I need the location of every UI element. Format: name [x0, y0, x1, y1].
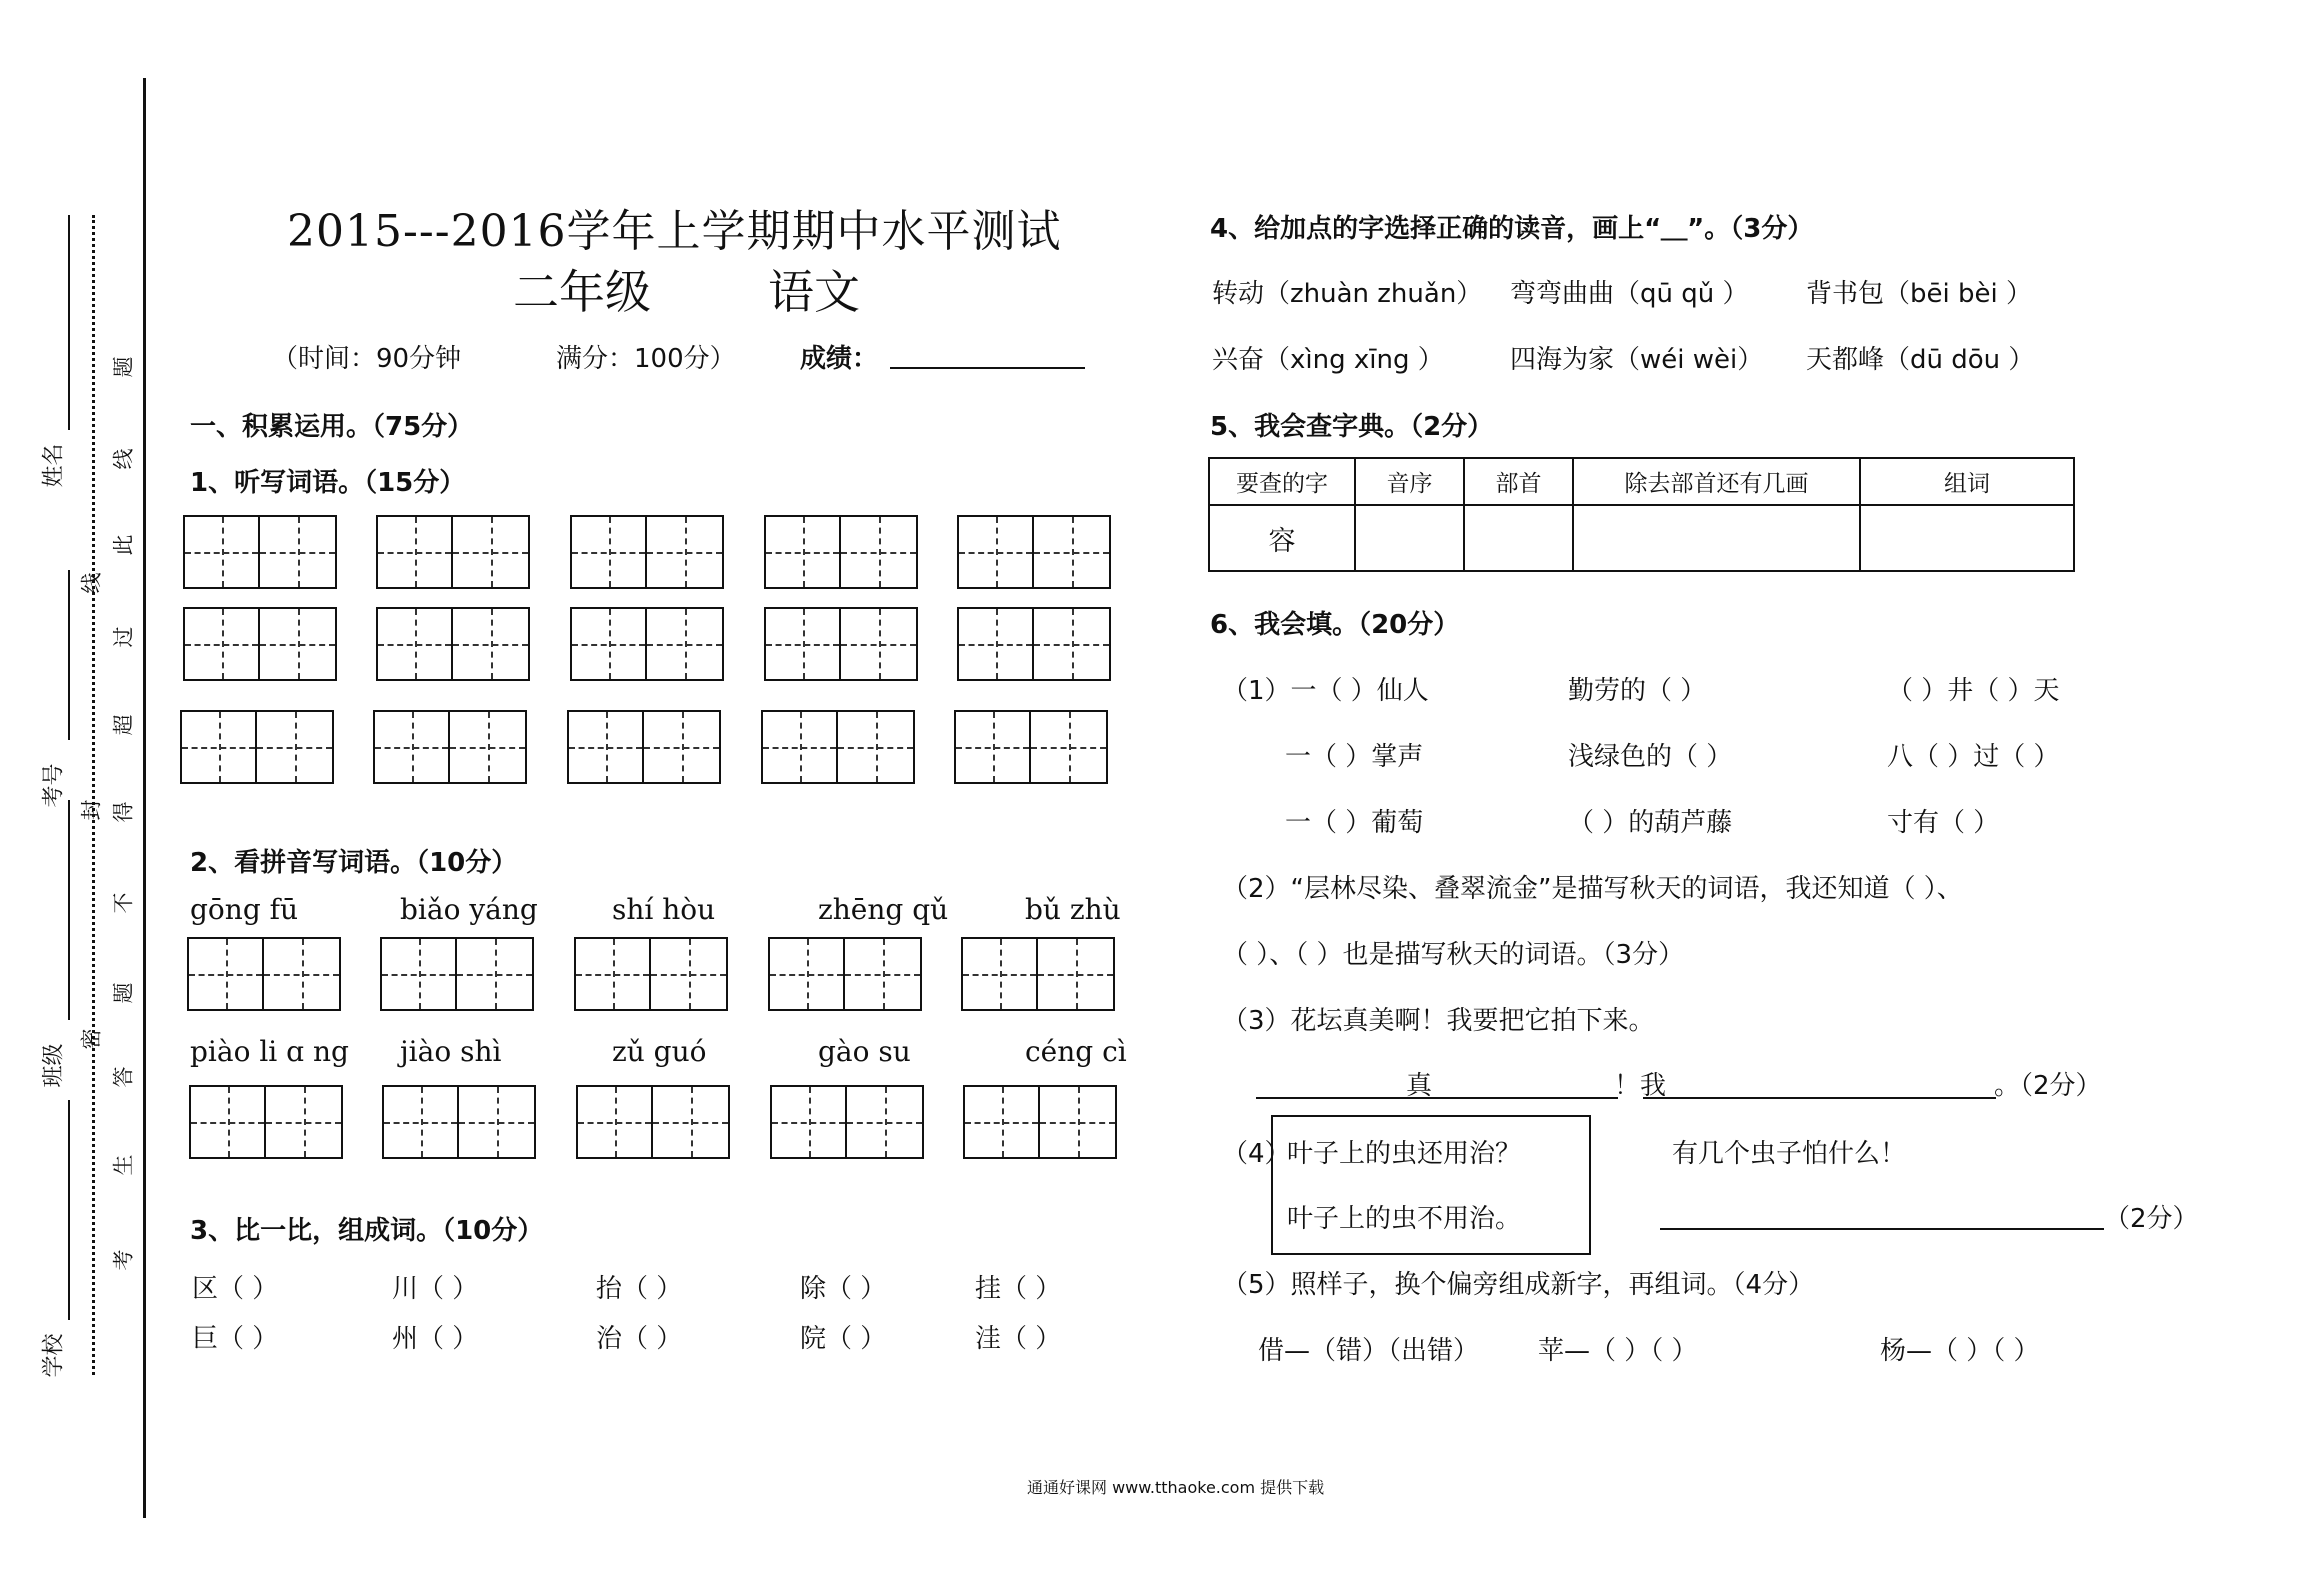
grade-label: 二年级 — [513, 265, 651, 319]
grid-cell[interactable] — [182, 712, 257, 782]
fill-item: 浅绿色的（ ） — [1568, 742, 1733, 772]
seal-char: 答 — [111, 1066, 136, 1088]
seal-char: 此 — [111, 534, 136, 556]
q6-5-prompt: （5）照样子，换个偏旁组成新字，再组词。（4分） — [1222, 1270, 1815, 1300]
grid-cell[interactable] — [1038, 939, 1113, 1009]
writing-grid[interactable] — [961, 937, 1115, 1011]
grid-cell[interactable] — [651, 939, 726, 1009]
name-label: 姓名 — [41, 443, 67, 488]
writing-grid[interactable] — [376, 515, 530, 589]
dict-header-words: 组词 — [1860, 458, 2074, 505]
time-info: （时间：90分钟 — [272, 344, 462, 374]
grid-cell[interactable] — [959, 609, 1034, 679]
seal-char: 考 — [111, 1249, 136, 1271]
q6-5-item-a: 苹—（ ）（ ） — [1538, 1336, 1698, 1366]
dict-header-initial: 音序 — [1355, 458, 1464, 505]
seal-char: 线 — [79, 572, 104, 594]
grid-cell[interactable] — [378, 609, 453, 679]
compare-item: 川（ ） — [392, 1274, 479, 1304]
writing-grid[interactable] — [570, 607, 724, 681]
exam-title: 2015---2016学年上学期期中水平测试 — [287, 206, 1062, 257]
q6-5-item-b: 杨—（ ）（ ） — [1880, 1336, 2040, 1366]
compare-item: 院（ ） — [800, 1324, 887, 1354]
pinyin-label: shí hòu — [612, 893, 716, 926]
writing-grid[interactable] — [574, 937, 728, 1011]
seal-char: 不 — [111, 892, 136, 914]
grid-cell[interactable] — [450, 712, 525, 782]
writing-grid[interactable] — [770, 1085, 924, 1159]
fill-item: 八（ ）过（ ） — [1887, 742, 2060, 772]
seal-char: 封 — [79, 799, 104, 821]
reading-item: 弯弯曲曲（qū qǔ ） — [1510, 279, 1749, 309]
binding-line — [143, 78, 146, 1518]
fill-item: 一（ ）掌声 — [1285, 742, 1424, 772]
grid-cell[interactable] — [838, 712, 913, 782]
class-label: 班级 — [41, 1043, 67, 1088]
pinyin-label: céng cì — [1025, 1035, 1127, 1068]
grid-cell[interactable] — [763, 712, 838, 782]
writing-grid[interactable] — [380, 937, 534, 1011]
grid-cell[interactable] — [841, 517, 916, 587]
dict-words-field[interactable] — [1860, 505, 2074, 571]
dict-strokes-field[interactable] — [1573, 505, 1860, 571]
footer-text: 通通好课网 www.tthaoke.com 提供下载 — [1027, 1478, 1325, 1497]
grid-cell[interactable] — [766, 517, 841, 587]
writing-grid[interactable] — [957, 515, 1111, 589]
q6-4-blank[interactable] — [1660, 1228, 2104, 1230]
grid-cell[interactable] — [453, 517, 528, 587]
grid-cell[interactable] — [841, 609, 916, 679]
pinyin-label: piào li ɑ ng — [190, 1035, 349, 1068]
grid-cell[interactable] — [378, 517, 453, 587]
seal-char: 密 — [79, 1028, 104, 1050]
id-underline — [68, 570, 70, 740]
writing-grid[interactable] — [373, 710, 527, 784]
seal-char: 生 — [111, 1154, 136, 1176]
reading-item: 兴奋（xìng xīng ） — [1212, 345, 1444, 375]
grid-cell[interactable] — [647, 609, 722, 679]
compare-item: 除（ ） — [800, 1274, 887, 1304]
subject-label: 语文 — [768, 265, 860, 319]
writing-grid[interactable] — [187, 937, 341, 1011]
writing-grid[interactable] — [764, 607, 918, 681]
grid-cell[interactable] — [766, 609, 841, 679]
dict-char: 容 — [1209, 505, 1355, 571]
dict-initial-field[interactable] — [1355, 505, 1464, 571]
grid-cell[interactable] — [576, 939, 651, 1009]
grid-cell[interactable] — [572, 609, 647, 679]
school-underline — [68, 1100, 70, 1320]
grid-cell[interactable] — [963, 939, 1038, 1009]
grid-cell[interactable] — [457, 939, 532, 1009]
q5-heading: 5、我会查字典。（2分） — [1210, 412, 1494, 442]
writing-grid[interactable] — [183, 607, 337, 681]
compare-item: 区（ ） — [192, 1274, 279, 1304]
fill-item: （ ）的葫芦藤 — [1568, 808, 1733, 838]
writing-grid[interactable] — [954, 710, 1108, 784]
seal-char: 题 — [111, 982, 136, 1004]
grid-cell[interactable] — [264, 939, 339, 1009]
grid-cell[interactable] — [1040, 1087, 1115, 1157]
writing-grid[interactable] — [189, 1085, 343, 1159]
pinyin-label: gōng fū — [190, 893, 299, 926]
grid-cell[interactable] — [772, 1087, 847, 1157]
pinyin-label: gào su — [818, 1035, 911, 1068]
grid-cell[interactable] — [965, 1087, 1040, 1157]
seal-char: 线 — [111, 448, 136, 470]
grid-cell[interactable] — [1034, 609, 1109, 679]
fill-item: （ ）井（ ）天 — [1887, 676, 2060, 706]
seal-char: 过 — [111, 626, 136, 648]
grid-cell[interactable] — [578, 1087, 653, 1157]
grid-cell[interactable] — [1031, 712, 1106, 782]
grid-cell[interactable] — [647, 517, 722, 587]
q3-heading: 3、比一比，组成词。（10分） — [190, 1216, 544, 1246]
grid-cell[interactable] — [653, 1087, 728, 1157]
writing-grid[interactable] — [761, 710, 915, 784]
q6-3-prompt: （3）花坛真美啊！我要把它拍下来。 — [1222, 1006, 1655, 1036]
seal-char: 超 — [111, 714, 136, 736]
compare-item: 抬（ ） — [596, 1274, 683, 1304]
writing-grid[interactable] — [576, 1085, 730, 1159]
q6-3-blank1[interactable] — [1256, 1097, 1618, 1099]
grid-cell[interactable] — [644, 712, 719, 782]
grid-cell[interactable] — [453, 609, 528, 679]
q6-4-sentence: 有几个虫子怕什么！ — [1672, 1139, 1907, 1169]
pinyin-label: bǔ zhù — [1025, 893, 1121, 926]
compare-item: 治（ ） — [596, 1324, 683, 1354]
q6-3-wo: ！我 — [1614, 1071, 1667, 1101]
dict-header-radical: 部首 — [1464, 458, 1573, 505]
grid-cell[interactable] — [375, 712, 450, 782]
compare-item: 洼（ ） — [975, 1324, 1062, 1354]
fill-item: （1）一（ ）仙人 — [1222, 676, 1429, 706]
grid-cell[interactable] — [459, 1087, 534, 1157]
grid-cell[interactable] — [1034, 517, 1109, 587]
compare-item: 挂（ ） — [975, 1274, 1062, 1304]
pinyin-label: jiào shì — [400, 1035, 502, 1068]
writing-grid[interactable] — [963, 1085, 1117, 1159]
dictionary-table — [1208, 457, 2075, 572]
fill-item: 寸有（ ） — [1887, 808, 2000, 838]
fill-item: 勤劳的（ ） — [1568, 676, 1707, 706]
full-score: 满分：100分） — [556, 344, 736, 374]
q6-3-score: 。（2分） — [1994, 1071, 2102, 1101]
compare-item: 州（ ） — [392, 1324, 479, 1354]
grid-cell[interactable] — [185, 517, 260, 587]
writing-grid[interactable] — [570, 515, 724, 589]
grid-cell[interactable] — [260, 517, 335, 587]
q6-4-box-line1: 叶子上的虫还用治？ — [1287, 1139, 1522, 1169]
q6-4-number: （4） — [1222, 1139, 1291, 1169]
grid-cell[interactable] — [770, 939, 845, 1009]
q6-3-zhen: 真 — [1406, 1071, 1433, 1101]
dict-header-char: 要查的字 — [1209, 458, 1355, 505]
grid-cell[interactable] — [266, 1087, 341, 1157]
class-underline — [68, 800, 70, 1020]
writing-grid[interactable] — [764, 515, 918, 589]
writing-grid[interactable] — [957, 607, 1111, 681]
grid-cell[interactable] — [382, 939, 457, 1009]
grid-cell[interactable] — [956, 712, 1031, 782]
q6-4-box-line2: 叶子上的虫不用治。 — [1287, 1204, 1522, 1234]
grid-cell[interactable] — [191, 1087, 266, 1157]
q4-heading: 4、给加点的字选择正确的读音，画上“＿”。（3分） — [1210, 214, 1814, 244]
dict-header-strokes: 除去部首还有几画 — [1573, 458, 1860, 505]
name-underline — [68, 215, 70, 430]
writing-grid[interactable] — [183, 515, 337, 589]
pinyin-label: biǎo yáng — [400, 893, 538, 926]
q1-heading: 1、听写词语。（15分） — [190, 468, 466, 498]
grid-cell[interactable] — [572, 517, 647, 587]
grid-cell[interactable] — [847, 1087, 922, 1157]
score-label: 成绩： — [800, 344, 879, 374]
dict-radical-field[interactable] — [1464, 505, 1573, 571]
seal-dotted-line — [92, 215, 95, 1375]
q6-3-blank2[interactable] — [1643, 1097, 1996, 1099]
grid-cell[interactable] — [959, 517, 1034, 587]
q2-heading: 2、看拼音写词语。（10分） — [190, 848, 518, 878]
fill-item: 一（ ）葡萄 — [1285, 808, 1424, 838]
q6-2-line1: （2）“层林尽染、叠翠流金”是描写秋天的词语，我还知道（ ）、 — [1222, 874, 1963, 904]
writing-grid[interactable] — [376, 607, 530, 681]
score-field[interactable] — [890, 367, 1085, 369]
writing-grid[interactable] — [768, 937, 922, 1011]
id-label: 考号 — [41, 763, 67, 808]
reading-item: 背书包（bēi bèi ） — [1806, 279, 2032, 309]
writing-grid[interactable] — [382, 1085, 536, 1159]
seal-char: 题 — [111, 356, 136, 378]
section1-heading: 一、积累运用。（75分） — [190, 412, 474, 442]
seal-char: 得 — [111, 801, 136, 823]
pinyin-label: zǔ guó — [612, 1035, 707, 1068]
q6-4-score: （2分） — [2104, 1204, 2199, 1234]
reading-item: 转动（zhuàn zhuǎn） — [1212, 279, 1483, 309]
grid-cell[interactable] — [189, 939, 264, 1009]
compare-item: 巨（ ） — [192, 1324, 279, 1354]
grid-cell[interactable] — [845, 939, 920, 1009]
grid-cell[interactable] — [260, 609, 335, 679]
q6-5-example: 借—（错）（出错） — [1258, 1336, 1480, 1366]
reading-item: 天都峰（dū dōu ） — [1806, 345, 2035, 375]
writing-grid[interactable] — [180, 710, 334, 784]
school-label: 学校 — [41, 1333, 67, 1378]
q6-heading: 6、我会填。（20分） — [1210, 610, 1460, 640]
reading-item: 四海为家（wéi wèi） — [1510, 345, 1764, 375]
pinyin-label: zhēng qǔ — [818, 893, 949, 926]
grid-cell[interactable] — [569, 712, 644, 782]
grid-cell[interactable] — [257, 712, 332, 782]
q6-2-line2: （ ）、（ ）也是描写秋天的词语。（3分） — [1222, 940, 1685, 970]
grid-cell[interactable] — [185, 609, 260, 679]
grid-cell[interactable] — [384, 1087, 459, 1157]
writing-grid[interactable] — [567, 710, 721, 784]
